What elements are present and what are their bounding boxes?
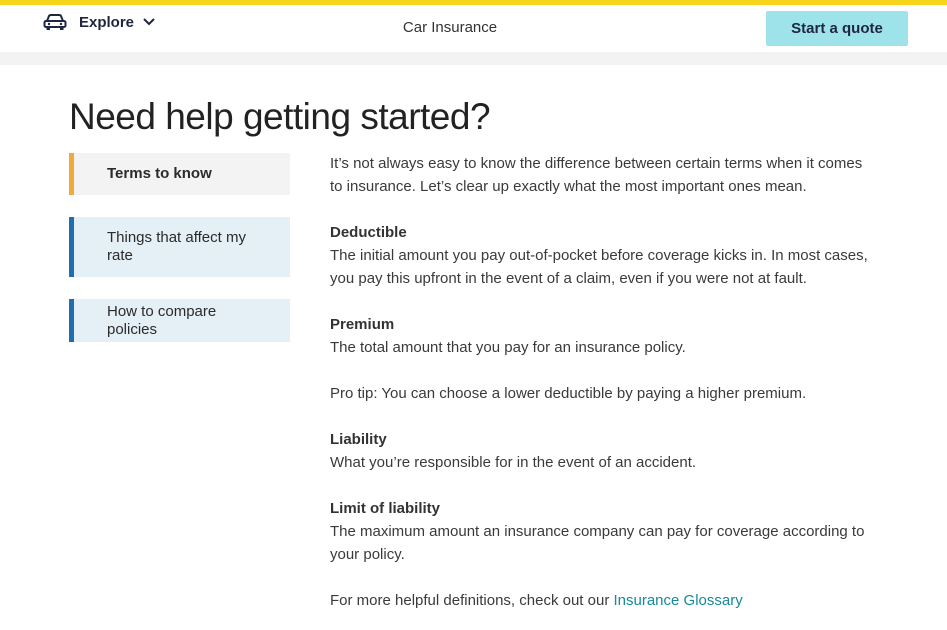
- term-premium-heading: Premium: [330, 316, 395, 333]
- explore-label[interactable]: Explore: [79, 13, 135, 31]
- term-liability-heading: Liability: [330, 431, 387, 448]
- tab-terms-to-know[interactable]: [69, 153, 290, 195]
- insurance-glossary-link[interactable]: Insurance Glossary: [613, 592, 743, 609]
- footer-text: For more helpful definitions, check out our: [330, 592, 610, 609]
- pro-tip-text: Pro tip: You can choose a lower deductible by paying a higher premium.: [330, 385, 807, 402]
- page-title: Need help getting started?: [69, 96, 491, 137]
- footer-note: [330, 589, 870, 612]
- term-deductible-definition: The initial amount you pay out-of-pocket before coverage kicks in. In most cases, you pay this upfront in the event of a claim, even if you were not at fault.: [330, 247, 868, 287]
- intro-text: It’s not always easy to know the difference between certain terms when it comes to insurance. Let’s clear up exactly what the most important ones mean.: [330, 155, 863, 195]
- terms-content: [330, 152, 870, 612]
- term-deductible-heading: Deductible: [330, 224, 407, 241]
- term-limit-definition: The maximum amount an insurance company can pay for coverage according to your policy.: [330, 523, 865, 563]
- term-liability-definition: What you’re responsible for in the event of an accident.: [330, 454, 697, 471]
- tab-label: How to compare policies: [107, 302, 217, 338]
- tab-label: Terms to know: [107, 165, 212, 182]
- tab-how-to-compare-policies[interactable]: [69, 299, 290, 342]
- start-quote-button[interactable]: Start a quote: [766, 11, 908, 46]
- header-shadow-band: [0, 52, 947, 65]
- tab-label: Things that affect my rate: [107, 229, 246, 264]
- term-limit-heading: Limit of liability: [330, 500, 441, 517]
- page-header-title: Car Insurance: [402, 19, 498, 36]
- term-premium-definition: The total amount that you pay for an insurance policy.: [330, 339, 686, 356]
- tab-things-that-affect-my-rate[interactable]: [69, 217, 290, 277]
